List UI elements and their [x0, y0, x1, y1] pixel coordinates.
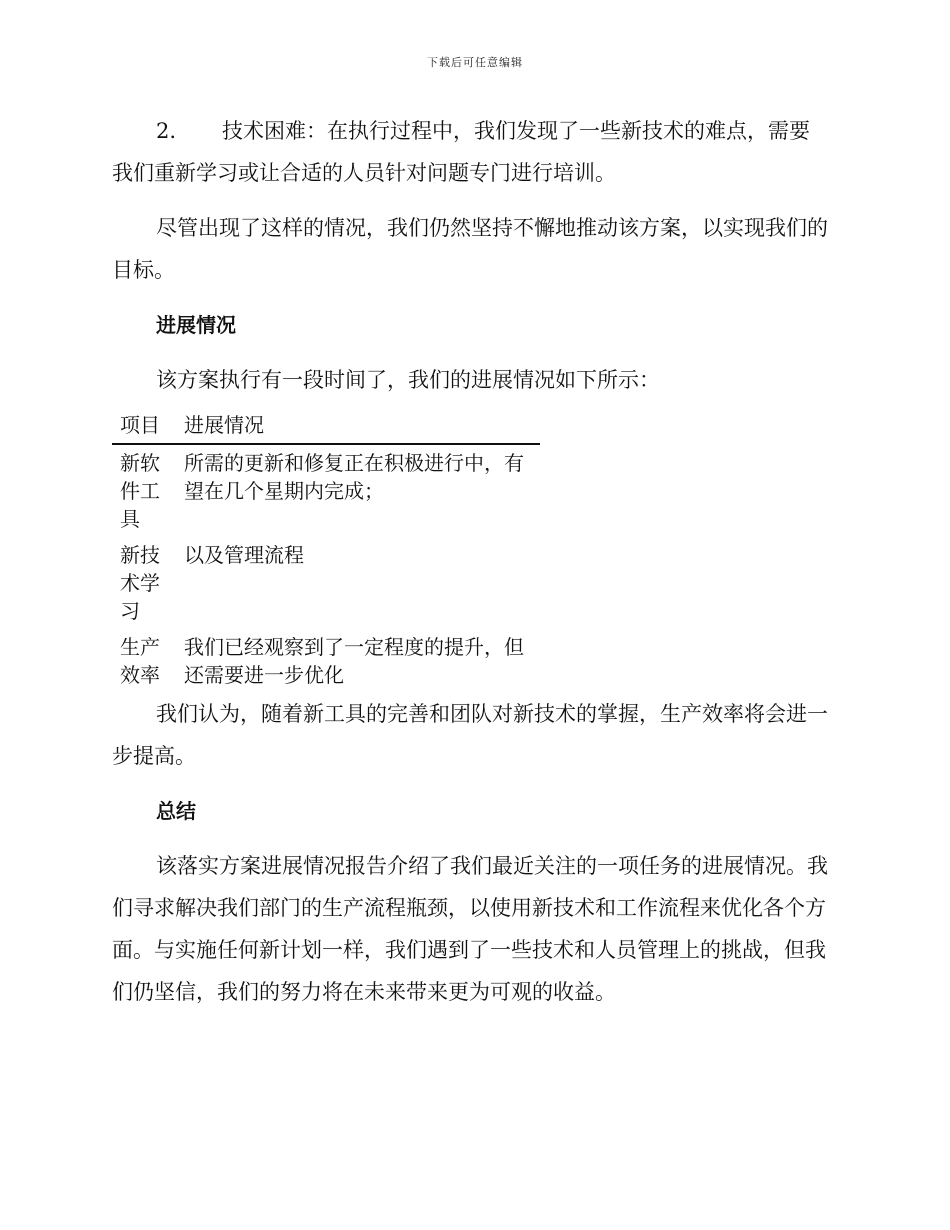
table-row — [112, 537, 540, 629]
challenge-item — [112, 110, 832, 152]
table-row — [112, 629, 540, 693]
document-body — [112, 110, 832, 1013]
progress-table — [112, 411, 540, 693]
summary-body: 该落实方案进展情况报告介绍了我们最近关注的一项任务的进展情况。我们寻求解决我们部门的生产流程瓶颈，以使用新技术和工作流程来优化各个方面。与实施任何新计划一样，我们遇到了一些技术和人员管理上的挑战，但我们仍坚信，我们的努力将在未来带来更为可观的收益。 — [112, 854, 828, 1004]
section-heading-summary: 总结 — [156, 799, 196, 823]
item-number: 2. — [156, 119, 177, 143]
progress-conclusion: 我们认为，随着新工具的完善和团队对新技术的掌握，生产效率将会进一步提高。 — [112, 702, 828, 768]
table-cell-status: 我们已经观察到了一定程度的提升，但还需要进一步优化 — [184, 635, 524, 687]
table-header-status: 进展情况 — [176, 411, 540, 444]
progress-intro: 该方案执行有一段时间了，我们的进展情况如下所示： — [156, 368, 660, 392]
item-text-line1: 技术困难：在执行过程中，我们发现了一些新技术的难点，需要 — [222, 119, 810, 143]
table-row — [112, 444, 540, 537]
table-cell-item: 新技术学习 — [120, 543, 160, 623]
table-cell-item: 新软件工具 — [120, 451, 160, 531]
table-header-item: 项目 — [112, 411, 176, 444]
table-cell-status: 所需的更新和修复正在积极进行中，有望在几个星期内完成； — [184, 451, 524, 503]
item-text-line2: 我们重新学习或让合适的人员针对问题专门进行培训。 — [112, 161, 616, 185]
paragraph-persist: 尽管出现了这样的情况，我们仍然坚持不懈地推动该方案，以实现我们的目标。 — [112, 216, 828, 282]
section-heading-progress: 进展情况 — [156, 313, 236, 337]
page-header: 下载后可任意编辑 — [427, 56, 523, 69]
table-cell-status: 以及管理流程 — [184, 543, 304, 567]
table-cell-item: 生产效率 — [120, 635, 160, 687]
table-header-row — [112, 411, 540, 444]
